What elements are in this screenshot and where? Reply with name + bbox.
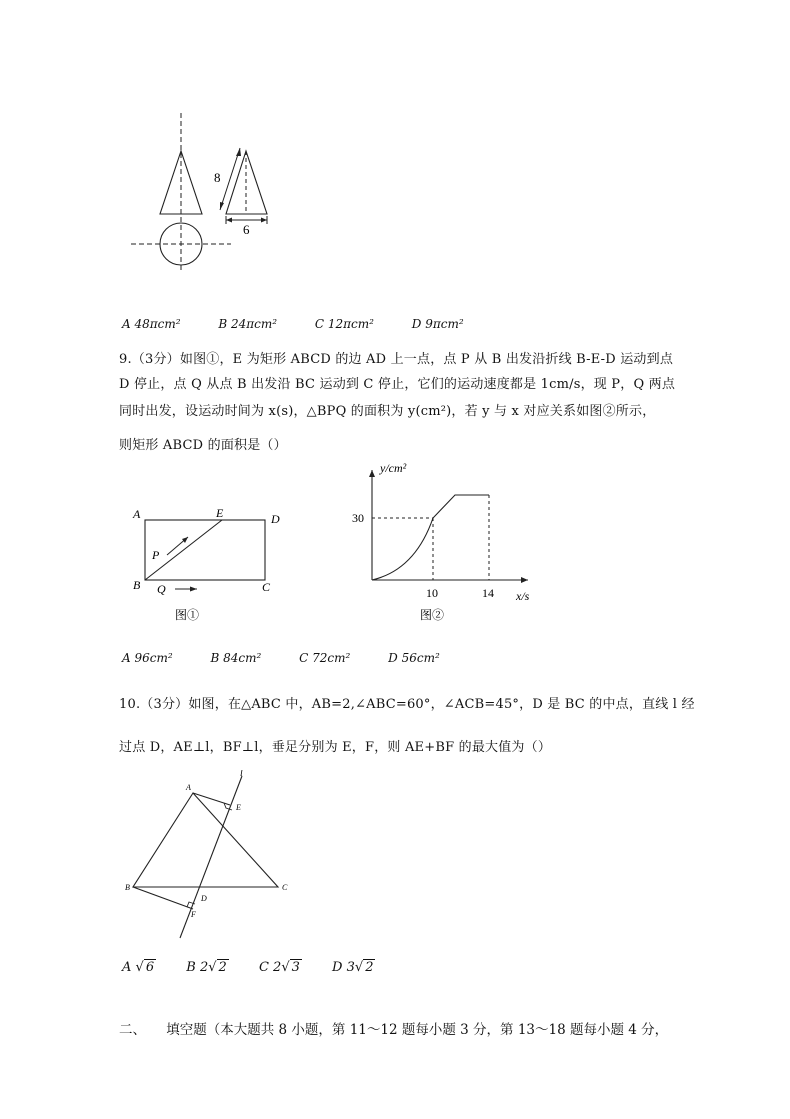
figure-1-caption: 图① xyxy=(175,608,200,622)
q10-option-b[interactable]: B 2√ 2 xyxy=(186,960,227,975)
q9-option-d[interactable]: D 56cm² xyxy=(388,651,440,665)
q9-line-3: 同时出发，设运动时间为 x(s)，△BPQ 的面积为 y(cm²)，若 y 与 x 对应关系如图②所示， xyxy=(119,404,656,419)
q9-line-1: 9.（3分）如图①，E 为矩形 ABCD 的边 AD 上一点，点 P 从 B 出发沿折线 B-E-D 运动到点 xyxy=(119,352,674,367)
label-e: E xyxy=(236,803,241,812)
x-tick-14: 14 xyxy=(482,586,494,600)
q8-figure xyxy=(120,110,300,285)
base-label: 6 xyxy=(243,222,250,237)
q9-option-a[interactable]: A 96cm² xyxy=(122,651,173,665)
q8-option-a[interactable]: A 48πcm² xyxy=(122,317,181,331)
q9-options xyxy=(122,651,474,665)
q10-line-1: 10.（3分）如图，在△ABC 中，AB=2,∠ABC=60°，∠ACB=45°，D 是 BC 的中点，直线 l 经 xyxy=(119,697,695,712)
q10-option-d[interactable]: D 3√ 2 xyxy=(332,960,374,975)
slant-label: 8 xyxy=(214,170,221,185)
q9-figure-2 xyxy=(340,458,540,628)
figure-2-caption: 图② xyxy=(420,608,445,622)
label-c: C xyxy=(262,580,271,594)
label-d: D xyxy=(201,894,207,903)
label-p: P xyxy=(152,548,160,562)
q9-figure-1 xyxy=(125,505,295,630)
sqrt-sign: √ xyxy=(208,960,217,975)
label-f: F xyxy=(191,910,196,919)
q10-option-a[interactable]: A √ 6 xyxy=(122,960,155,975)
sqrt-sign: √ xyxy=(281,960,290,975)
q8-option-d[interactable]: D 9πcm² xyxy=(411,317,464,331)
label-b: B xyxy=(133,578,141,592)
q9-option-c[interactable]: C 72cm² xyxy=(299,651,351,665)
q8-option-b[interactable]: B 24πcm² xyxy=(218,317,278,331)
section-2-heading: 二、 填空题（本大题共 8 小题，第 11～12 题每小题 3 分，第 13～18 题每小题 4 分， xyxy=(119,1022,669,1038)
q9-line-2: D 停止，点 Q 从点 B 出发沿 BC 运动到 C 停止，它们的运动速度都是 1cm/s，现 P，Q 两点 xyxy=(119,377,676,392)
q10-figure xyxy=(120,770,300,945)
label-q: Q xyxy=(157,582,166,596)
q8-options xyxy=(122,317,498,331)
label-a: A xyxy=(133,507,141,521)
x-axis-label: x/s xyxy=(516,589,530,603)
y-tick-30: 30 xyxy=(352,511,364,525)
label-d: D xyxy=(271,512,280,526)
q8-option-c[interactable]: C 12πcm² xyxy=(314,317,374,331)
label-a: A xyxy=(186,783,191,792)
sqrt-sign: √ xyxy=(135,960,144,975)
label-l: l xyxy=(240,770,243,779)
x-tick-10: 10 xyxy=(426,586,438,600)
q9-option-b[interactable]: B 84cm² xyxy=(210,651,262,665)
label-b: B xyxy=(125,883,130,892)
label-e: E xyxy=(216,506,224,520)
y-axis-label: y/cm² xyxy=(380,461,407,475)
sqrt-sign: √ xyxy=(354,960,364,975)
q9-line-4: 则矩形 ABCD 的面积是（） xyxy=(119,438,287,453)
q10-option-c[interactable]: C 2√ 3 xyxy=(258,960,300,975)
q10-options xyxy=(122,960,375,975)
q10-line-2: 过点 D，AE⊥l，BF⊥l，垂足分别为 E，F，则 AE+BF 的最大值为（） xyxy=(119,740,552,755)
label-c: C xyxy=(282,883,288,892)
